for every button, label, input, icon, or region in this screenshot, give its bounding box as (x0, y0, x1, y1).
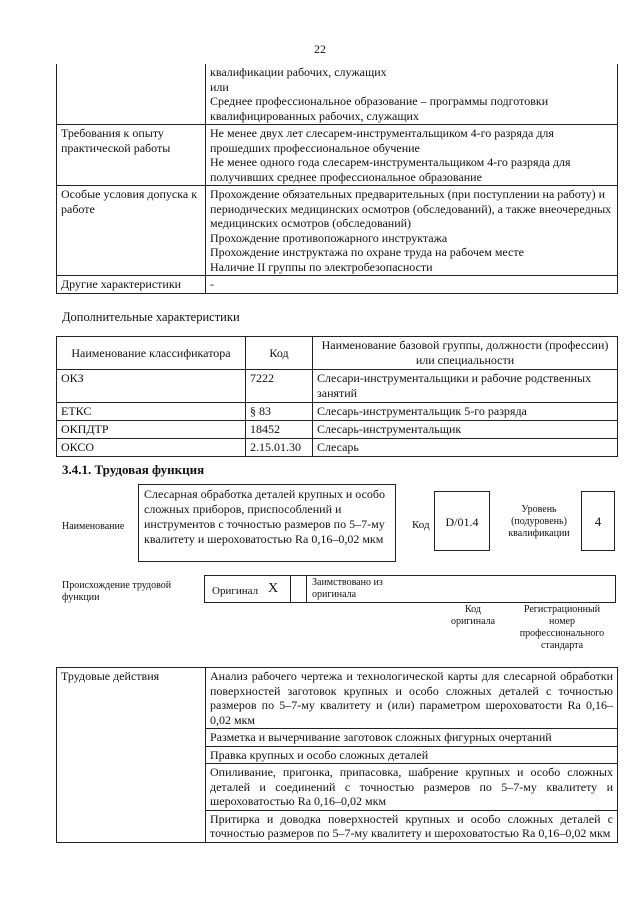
table-cell: 7222 (246, 370, 313, 403)
action-item: Опиливание, пригонка, припасовка, шабрение крупных и особо сложных деталей и соединений с точностью размеров по 5–7-му квалитету и шероховатостью Ra 0,16–0,02 мкм (206, 764, 618, 811)
table-cell: 2.15.01.30 (246, 439, 313, 457)
origin-divider (290, 575, 291, 603)
action-item: Правка крупных и особо сложных деталей (206, 746, 618, 764)
requirement-line: Прохождение противопожарного инструктажа (210, 230, 448, 245)
action-item: Анализ рабочего чертежа и технологической карты для слесарной обработки поверхностей заготовок крупных и особо сложных деталей с точностью размеров по 5–7-му квалитету и (или) параметром шероховатости Ra 0,16–0,02 мкм (206, 668, 618, 729)
table-row (57, 403, 618, 421)
requirement-content (206, 276, 618, 294)
table-header-row (57, 337, 618, 370)
name-label: Наименование (62, 521, 125, 532)
table-row (57, 64, 618, 125)
requirement-line: квалификации рабочих, служащих (210, 65, 387, 79)
requirement-line: Среднее профессиональное образование – программы подготовки квалифицированных рабочих, служащих (210, 94, 549, 123)
column-header: Код (246, 337, 313, 370)
function-heading: 3.4.1. Трудовая функция (62, 462, 205, 477)
table-cell: ЕТКС (57, 403, 246, 421)
requirement-content (206, 64, 618, 125)
table-row (57, 439, 618, 457)
requirement-line: - (210, 277, 214, 291)
additional-table (56, 336, 618, 457)
requirement-label: Особые условия допуска к работе (57, 186, 206, 276)
additional-title: Дополнительные характеристики (62, 310, 240, 324)
borrowed-label: Заимствовано из оригинала (312, 577, 383, 600)
requirement-label: Другие характеристики (57, 276, 206, 294)
requirement-line: или (210, 79, 229, 94)
requirement-line: Наличие II группы по электробезопасности (210, 259, 433, 274)
table-cell: 18452 (246, 421, 313, 439)
table-cell: Слесарь-инструментальщик (313, 421, 618, 439)
level-label: Уровень (подуровень) квалификации (508, 504, 570, 539)
requirement-line: Не менее двух лет слесарем-инструментальщиком 4-го разряда для прошедших профессиональное обучение (210, 126, 554, 155)
requirement-content (206, 186, 618, 276)
action-item: Притирка и доводка поверхностей крупных и особо сложных деталей с точностью размеров по 5–7-му квалитету и шероховатостью Ra 0,16–0,02 мкм (206, 810, 618, 842)
table-row (57, 370, 618, 403)
table-cell: Слесарь-инструментальщик 5-го разряда (313, 403, 618, 421)
column-header: Наименование классификатора (57, 337, 246, 370)
table-cell: Слесарь (313, 439, 618, 457)
table-cell: § 83 (246, 403, 313, 421)
table-row (57, 186, 618, 276)
code-label: Код (412, 519, 430, 531)
table-cell: ОКПДТР (57, 421, 246, 439)
table-cell: ОКСО (57, 439, 246, 457)
code-value: D/01.4 (434, 491, 490, 551)
original-label: Оригинал (212, 585, 259, 597)
requirements-table (56, 64, 618, 294)
page-number: 22 (314, 42, 326, 56)
table-row (57, 421, 618, 439)
requirement-line: Прохождение обязательных предварительных (при поступлении на работу) и периодических медицинских осмотров (обследований), а также внеочередных медицинских осмотров (обследований) (210, 187, 612, 230)
requirement-label (57, 64, 206, 125)
actions-label: Трудовые действия (57, 668, 206, 843)
requirement-line: Прохождение инструктажа по охране труда на рабочем месте (210, 245, 524, 259)
origin-divider (306, 575, 307, 603)
requirement-label: Требования к опыту практической работы (57, 125, 206, 186)
level-value: 4 (581, 491, 615, 551)
action-item: Разметка и вычерчивание заготовок сложных фигурных очертаний (206, 729, 618, 747)
table-cell: Слесари-инструментальщики и рабочие родственных занятий (313, 370, 618, 403)
function-name-value: Слесарная обработка деталей крупных и особо сложных приборов, приспособлений и инструментов с точностью размеров по 5–7-му квалитету и шероховатостью Ra 0,16–0,02 мкм (138, 484, 396, 562)
table-row (57, 125, 618, 186)
requirement-line: Не менее одного года слесарем-инструментальщиком 4-го разряда для получивших среднее профессиональное образование (210, 155, 571, 184)
code-original-label: Код оригинала (450, 604, 496, 627)
column-header: Наименование базовой группы, должности (профессии) или специальности (313, 337, 618, 370)
registration-number-label: Регистрационный номер профессионального стандарта (519, 604, 605, 651)
table-cell: ОКЗ (57, 370, 246, 403)
table-row (57, 668, 618, 729)
actions-table (56, 667, 618, 843)
original-mark: X (268, 581, 279, 596)
origin-label: Происхождение трудовой функции (62, 580, 172, 603)
requirement-content (206, 125, 618, 186)
table-row (57, 276, 618, 294)
